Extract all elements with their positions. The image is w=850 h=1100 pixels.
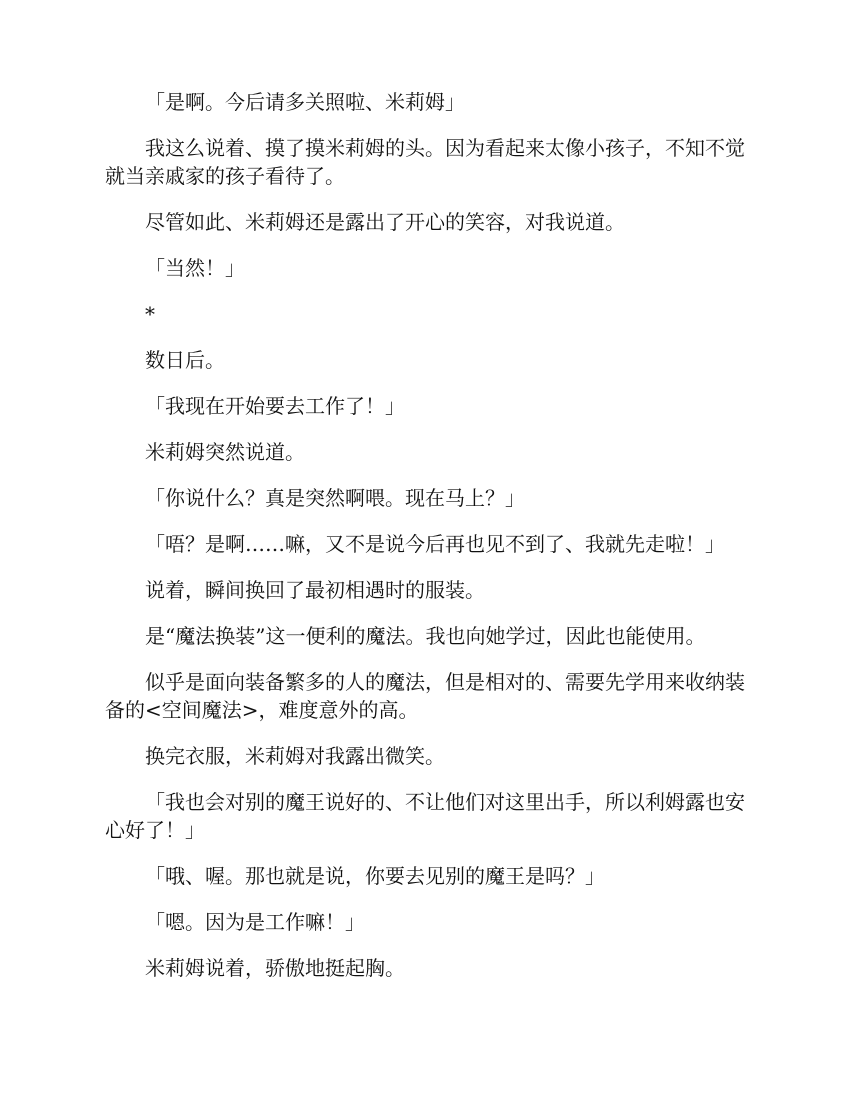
paragraph: 我这么说着、摸了摸米莉姆的头。因为看起来太像小孩子，不知不觉就当亲戚家的孩子看待了。: [105, 136, 745, 188]
paragraph: 似乎是面向装备繁多的人的魔法，但是相对的、需要先学用来收纳装备的<空间魔法>，难度意外的高。: [105, 670, 745, 722]
paragraph: 是“魔法换装”这一便利的魔法。我也向她学过，因此也能使用。: [145, 624, 706, 648]
paragraph: 「我也会对别的魔王说好的、不让他们对这里出手，所以利姆露也安心好了！」: [105, 790, 745, 842]
paragraph: 「当然！」: [145, 256, 245, 280]
paragraph: 尽管如此、米莉姆还是露出了开心的笑容，对我说道。: [145, 210, 625, 234]
document-body: [105, 88, 745, 1000]
paragraph: 数日后。: [145, 348, 225, 372]
paragraph: 「哦、喔。那也就是说，你要去见别的魔王是吗？」: [145, 864, 605, 888]
scene-break: *: [145, 302, 155, 326]
paragraph: 「唔？是啊……嘛，又不是说今后再也见不到了、我就先走啦！」: [145, 532, 725, 556]
paragraph: 「是啊。今后请多关照啦、米莉姆」: [145, 90, 465, 114]
paragraph: 「嗯。因为是工作嘛！」: [145, 910, 365, 934]
paragraph: 说着，瞬间换回了最初相遇时的服装。: [145, 578, 485, 602]
paragraph: 米莉姆突然说道。: [145, 440, 305, 464]
paragraph: 「你说什么？真是突然啊喂。现在马上？」: [145, 486, 525, 510]
paragraph: 「我现在开始要去工作了！」: [145, 394, 405, 418]
paragraph: 换完衣服，米莉姆对我露出微笑。: [145, 744, 445, 768]
paragraph: 米莉姆说着，骄傲地挺起胸。: [145, 956, 405, 980]
